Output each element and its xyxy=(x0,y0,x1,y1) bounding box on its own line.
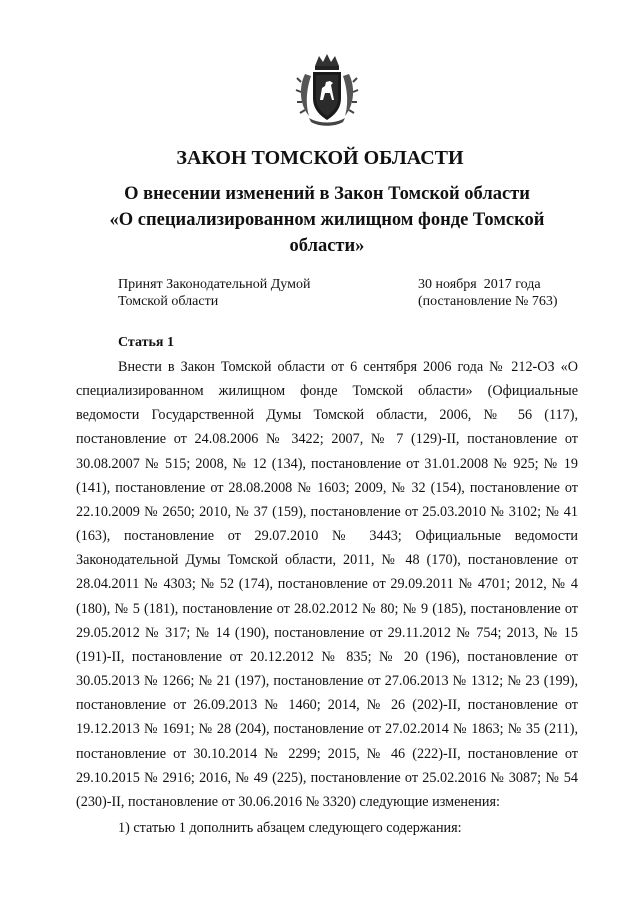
law-subtitle xyxy=(92,181,562,259)
article-heading: Статья 1 xyxy=(118,335,174,350)
subtitle-line: «О специализированном жилищном фонде Томской xyxy=(109,210,545,230)
adoption-body xyxy=(118,276,310,310)
coat-of-arms-icon xyxy=(295,52,359,128)
article-body: Внести в Закон Томской области от 6 сентября 2006 года № 212-ОЗ «О специализированном жилищном фонде Томской области» (Официальные ведомости Государственной Думы Томской области, 2006, № 56 (117), постановление от 24.08.2006 № 3422; 2007, № 7 (129)-II, постановление от 30.08.2007 № 515; 2008, № 12 (134), постановление от 31.01.2008 № 925; № 19 (141), постановление от 28.08.2008 № 1603; 2009, № 32 (154), постановление от 22.10.2009 № 2650; 2010, № 37 (159), постановление от 25.03.2010 № 3102; № 41 (163), постановление от 29.07.2010 № 3443; Официальные ведомости Законодательной Думы Томской области, 2011, № 48 (170), постановление от 28.04.2011 № 4303; № 52 (174), постановление от 29.09.2011 № 4701; 2012, № 4 (180), № 5 (181), постановление от 28.02.2012 № 80; № 9 (185), постановление от 29.05.2012 № 317; № 14 (190), постановление от 29.11.2012 № 754; 2013, № 15 (191)-II, постановление от 20.12.2012 № 835; № 20 (196), постановление от 30.05.2013 № 1266; № 21 (197), постановление от 27.06.2013 № 1312; № 23 (199), постановление от 26.09.2013 № 1460; 2014, № 26 (202)-II, постановление от 19.12.2013 № 1691; № 28 (204), постановление от 27.02.2014 № 1863; № 35 (211), постановление от 30.10.2014 № 2299; 2015, № 46 (222)-II, постановление от 29.10.2015 № 2916; 2016, № 49 (225), постановление от 25.02.2016 № 3087; № 54 (230)-II, постановление от 30.06.2016 № 3320) следующие изменения: xyxy=(76,359,578,810)
subtitle-line: О внесении изменений в Закон Томской области xyxy=(124,184,530,204)
resolution-number: (постановление № 763) xyxy=(418,294,558,309)
adoption-body-line: Принят Законодательной Думой xyxy=(118,277,311,292)
adoption-body-line: Томской области xyxy=(118,294,219,309)
adoption-date-line: 30 ноября 2017 года xyxy=(418,277,541,292)
article-item: 1) статью 1 дополнить абзацем следующего содержания: xyxy=(118,820,462,836)
law-title: ЗАКОН ТОМСКОЙ ОБЛАСТИ xyxy=(176,147,464,169)
subtitle-line: области» xyxy=(289,236,365,256)
adoption-date xyxy=(418,276,558,310)
